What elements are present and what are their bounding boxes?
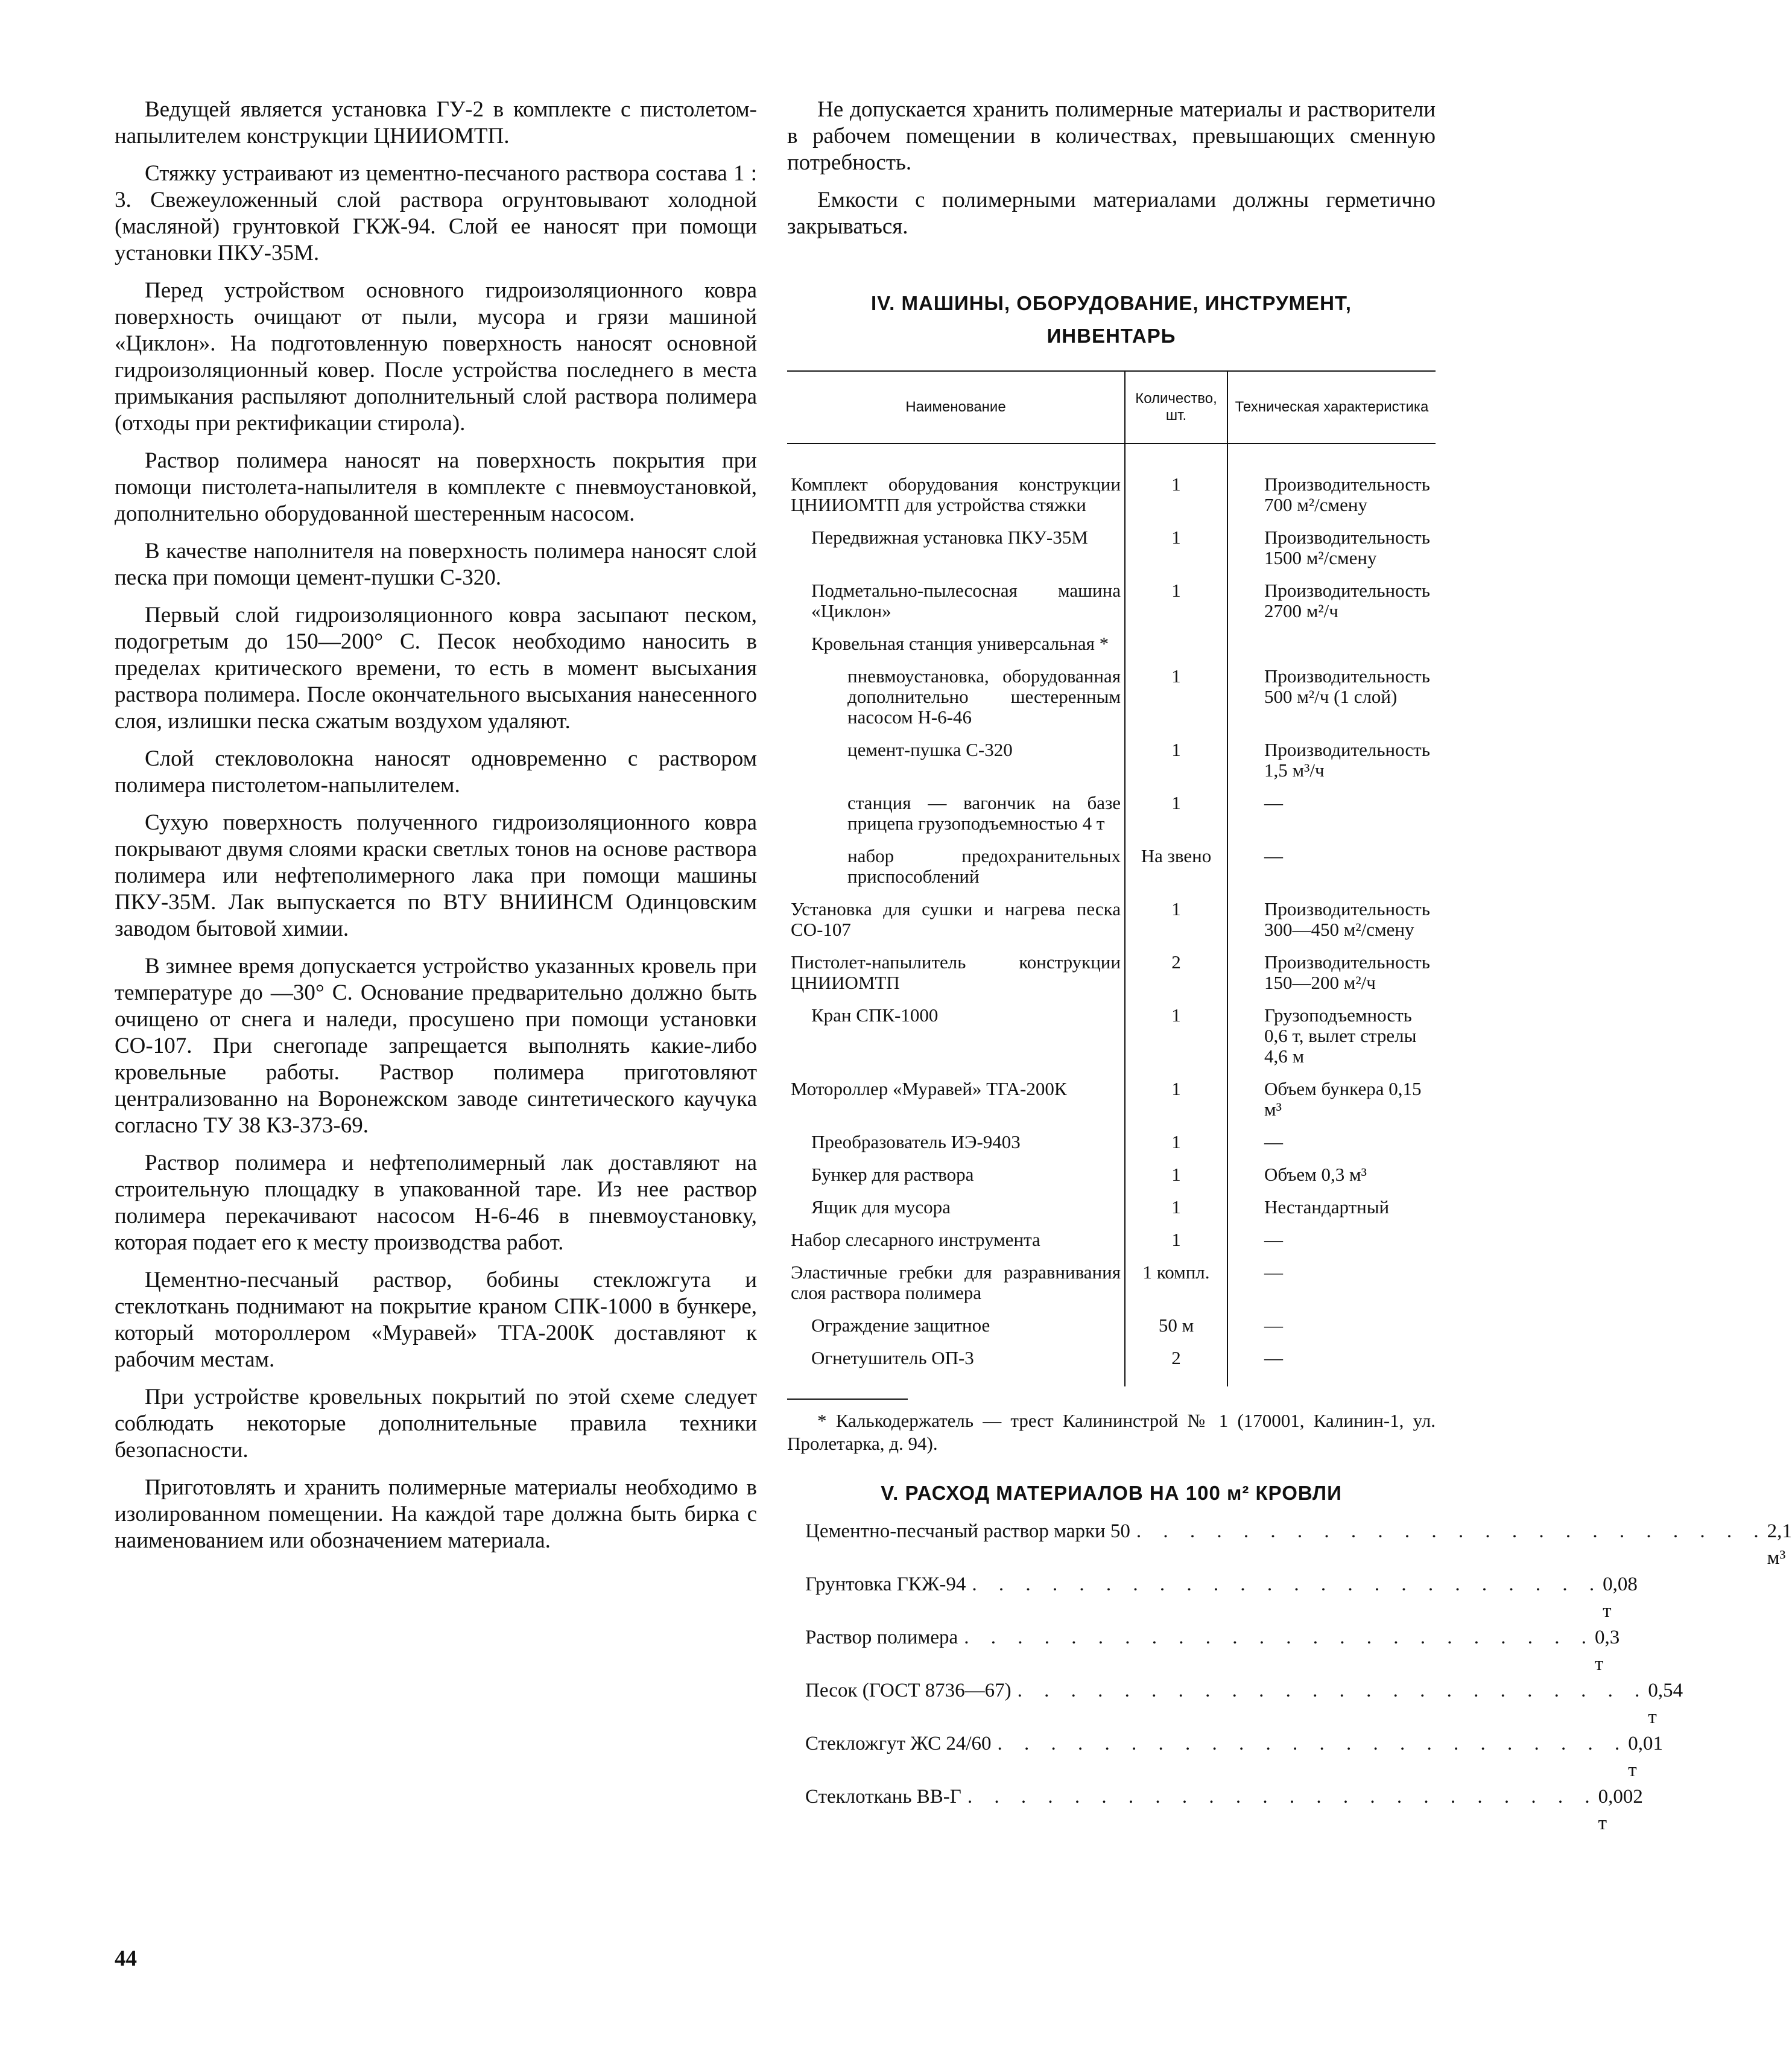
table-cell-qty: 1 <box>1125 734 1227 787</box>
paragraph: Раствор полимера наносят на поверхность покрытия при помощи пистолета-напылителя в комплекте с пневмоустановкой, дополнительно оборудованной шестеренным насосом. <box>115 448 757 526</box>
table-cell-qty: 1 <box>1125 443 1227 521</box>
equipment-table <box>787 370 1436 1386</box>
material-name: Стеклоткань ВВ-Г <box>805 1786 961 1808</box>
table-cell-spec <box>1227 627 1436 660</box>
table-row <box>787 999 1436 1073</box>
table-cell-name: Огнетушитель ОП-3 <box>811 1347 974 1368</box>
material-row <box>787 1783 1643 1837</box>
table-cell-name: цемент-пушка С-320 <box>847 739 1013 760</box>
table-cell-name: Пистолет-напылитель конструкции ЦНИИОМТП <box>791 951 1121 993</box>
material-row <box>787 1677 1683 1730</box>
material-name: Раствор полимера <box>805 1627 958 1648</box>
table-row <box>787 1191 1436 1224</box>
leader-dots: . . . . . . . . . . . . . . . . . . . . . . . . <box>967 1786 1598 1808</box>
left-column <box>115 97 757 1565</box>
table-cell-name: Мотороллер «Муравей» ТГА-200К <box>791 1078 1067 1099</box>
table-cell-name: Комплект оборудования конструкции ЦНИИОМТП для устройства стяжки <box>791 474 1121 515</box>
table-cell-qty <box>1125 627 1227 660</box>
table-cell-name: Бункер для раствора <box>811 1164 974 1185</box>
table-cell-name: Набор слесарного инструмента <box>791 1229 1040 1250</box>
materials-list <box>787 1518 1792 1837</box>
table-cell-spec: Производительность 700 м²/смену <box>1227 443 1436 521</box>
table-row <box>787 1309 1436 1342</box>
table-cell-qty: 1 <box>1125 1073 1227 1126</box>
section-5-title: V. РАСХОД МАТЕРИАЛОВ НА 100 м² КРОВЛИ <box>881 1482 1342 1504</box>
table-cell-qty: 1 <box>1125 999 1227 1073</box>
table-cell-spec: Производительность 1,5 м³/ч <box>1227 734 1436 787</box>
paragraph: Цементно-песчаный раствор, бобины стекложгута и стеклоткань поднимают на покрытие краном СПК-1000 в бункере, который мотороллером «Муравей» ТГА-200К доставляют к рабочим местам. <box>115 1268 757 1372</box>
table-row <box>787 1342 1436 1386</box>
table-cell-qty: 1 <box>1125 1126 1227 1158</box>
table-row <box>787 660 1436 734</box>
table-cell-spec: Объем бункера 0,15 м³ <box>1227 1073 1436 1126</box>
column-header: Количество, шт. <box>1125 371 1227 443</box>
table-cell-spec: — <box>1227 1224 1436 1256</box>
paragraph: Первый слой гидроизоляционного ковра засыпают песком, подогретым до 150—200° С. Песок необходимо наносить в пределах критического времени, то есть в момент высыхания раствора полимера. После окончательного высыхания нанесенного слоя, излишки песка сжатым воздухом удаляют. <box>115 603 757 734</box>
table-row <box>787 840 1436 893</box>
table-cell-qty: 1 <box>1125 787 1227 840</box>
table-cell-qty: 1 <box>1125 1158 1227 1191</box>
column-header: Техническая характеристика <box>1227 371 1436 443</box>
material-value: 0,08 т <box>1603 1573 1638 1622</box>
paragraph: Стяжку устраивают из цементно-песчаного раствора состава 1 : 3. Свежеуложенный слой раствора огрунтовывают холодной (масляной) грунтовкой ГКЖ-94. Слой ее наносят при помощи установки ПКУ-35М. <box>115 161 757 265</box>
paragraph: Емкости с полимерными материалами должны герметично закрываться. <box>787 188 1436 239</box>
paragraph: Раствор полимера и нефтеполимерный лак доставляют на строительную площадку в упакованной таре. Из нее раствор полимера перекачивают насосом Н-6-46 в пневмоустановку, которая подает его к месту производства работ. <box>115 1151 757 1255</box>
material-row <box>787 1730 1664 1783</box>
paragraph: В качестве наполнителя на поверхность полимера наносят слой песка при помощи цемент-пушки С-320. <box>115 539 757 590</box>
table-row <box>787 627 1436 660</box>
table-cell-spec: — <box>1227 1256 1436 1309</box>
material-value: 2,1 м³ <box>1767 1520 1792 1569</box>
table-row <box>787 443 1436 521</box>
leader-dots: . . . . . . . . . . . . . . . . . . . . . . . . <box>997 1733 1629 1754</box>
table-cell-spec: — <box>1227 840 1436 893</box>
table-row <box>787 787 1436 840</box>
table-cell-qty: 1 <box>1125 574 1227 627</box>
table-row <box>787 1256 1436 1309</box>
table-cell-name: Подметально-пылесосная машина «Циклон» <box>811 580 1121 621</box>
table-cell-spec: Производительность 500 м²/ч (1 слой) <box>1227 660 1436 734</box>
paragraph: Ведущей является установка ГУ-2 в комплекте с пистолетом-напылителем конструкции ЦНИИОМТП. <box>115 97 757 148</box>
table-row <box>787 521 1436 574</box>
table-cell-qty: 1 компл. <box>1125 1256 1227 1309</box>
paragraph: Слой стекловолокна наносят одновременно с раствором полимера пистолетом-напылителем. <box>115 746 757 798</box>
table-cell-spec: Грузоподъемность 0,6 т, вылет стрелы 4,6 м <box>1227 999 1436 1073</box>
paragraph: Не допускается хранить полимерные материалы и растворители в рабочем помещении в количествах, превышающих сменную потребность. <box>787 97 1436 175</box>
material-name: Стекложгут ЖС 24/60 <box>805 1733 992 1754</box>
table-row <box>787 574 1436 627</box>
table-cell-name: Кран СПК-1000 <box>811 1005 939 1026</box>
table-row <box>787 1224 1436 1256</box>
material-row <box>787 1518 1792 1571</box>
paragraph: Перед устройством основного гидроизоляционного ковра поверхность очищают от пыли, мусора и грязи машиной «Циклон». На подготовленную поверхность наносят основной гидроизоляционный ковер. После устройства последнего в места примыкания распыляют дополнительный слой раствора полимера (отходы при ректификации стирола). <box>115 278 757 436</box>
table-header-row <box>787 371 1436 443</box>
table-cell-qty: 1 <box>1125 521 1227 574</box>
table-cell-spec: Производительность 2700 м²/ч <box>1227 574 1436 627</box>
table-cell-name: пневмоустановка, оборудованная дополнительно шестеренным насосом Н-6-46 <box>847 665 1121 728</box>
leader-dots: . . . . . . . . . . . . . . . . . . . . . . . . <box>972 1573 1603 1595</box>
table-cell-qty: 50 м <box>1125 1309 1227 1342</box>
material-value: 0,54 т <box>1648 1680 1683 1728</box>
table-cell-name: Передвижная установка ПКУ-35М <box>811 527 1088 548</box>
table-cell-name: станция — вагончик на базе прицепа грузоподъемностью 4 т <box>847 792 1121 834</box>
leader-dots: . . . . . . . . . . . . . . . . . . . . . . . . <box>964 1627 1595 1648</box>
paragraph: Сухую поверхность полученного гидроизоляционного ковра покрывают двумя слоями краски светлых тонов на основе раствора полимера или нефтеполимерного лака при помощи машины ПКУ-35М. Лак выпускается по ВТУ ВНИИНСМ Одинцовским заводом бытовой химии. <box>115 810 757 941</box>
footnote: * Калькодержатель — трест Калининстрой № 1 (170001, Калинин-1, ул. Пролетарка, д. 94). <box>787 1410 1436 1454</box>
table-cell-spec: — <box>1227 1309 1436 1342</box>
table-cell-qty: 1 <box>1125 1191 1227 1224</box>
paragraph: В зимнее время допускается устройство указанных кровель при температуре до —30° С. Основание предварительно должно быть очищено от снега и наледи, просушено при помощи установки СО-107. При снегопаде запрещается выполнять какие-либо кровельные работы. Раствор полимера приготовляют централизованно на Воронежском заводе синтетического каучука согласно ТУ 38 КЗ-373-69. <box>115 954 757 1138</box>
table-row <box>787 946 1436 999</box>
table-body <box>787 443 1436 1386</box>
table-cell-name: Установка для сушки и нагрева песка СО-107 <box>791 898 1121 940</box>
page-number: 44 <box>115 1946 137 1971</box>
material-name: Песок (ГОСТ 8736—67) <box>805 1680 1012 1701</box>
right-column <box>787 97 1792 1837</box>
table-cell-spec: Нестандартный <box>1227 1191 1436 1224</box>
table-cell-qty: 1 <box>1125 893 1227 946</box>
table-cell-spec: — <box>1227 787 1436 840</box>
table-row <box>787 1158 1436 1191</box>
table-cell-qty: На звено <box>1125 840 1227 893</box>
table-cell-name: Эластичные гребки для разравнивания слоя раствора полимера <box>791 1262 1121 1303</box>
paragraph: При устройстве кровельных покрытий по этой схеме следует соблюдать некоторые дополнительные правила техники безопасности. <box>115 1385 757 1462</box>
material-name: Грунтовка ГКЖ-94 <box>805 1573 966 1595</box>
table-cell-qty: 1 <box>1125 1224 1227 1256</box>
table-row <box>787 893 1436 946</box>
material-row <box>787 1571 1638 1624</box>
table-cell-name: Преобразователь ИЭ-9403 <box>811 1131 1021 1152</box>
material-name: Цементно-песчаный раствор марки 50 <box>805 1520 1130 1542</box>
material-value: 0,3 т <box>1594 1627 1620 1675</box>
table-row <box>787 1126 1436 1158</box>
table-cell-spec: — <box>1227 1126 1436 1158</box>
table-row <box>787 734 1436 787</box>
table-cell-spec: Производительность 1500 м²/смену <box>1227 521 1436 574</box>
section-4-title-line2: ИНВЕНТАРЬ <box>1046 325 1176 347</box>
table-cell-spec: Объем 0,3 м³ <box>1227 1158 1436 1191</box>
table-cell-qty: 2 <box>1125 1342 1227 1386</box>
table-cell-spec: Производительность 300—450 м²/смену <box>1227 893 1436 946</box>
table-cell-spec: — <box>1227 1342 1436 1386</box>
table-cell-name: набор предохранительных приспособлений <box>847 845 1121 887</box>
table-cell-spec: Производительность 150—200 м²/ч <box>1227 946 1436 999</box>
table-cell-name: Кровельная станция универсальная * <box>811 633 1109 654</box>
leader-dots: . . . . . . . . . . . . . . . . . . . . . . . . <box>1017 1680 1648 1701</box>
footnote-divider <box>787 1399 908 1400</box>
section-4-title: IV. МАШИНЫ, ОБОРУДОВАНИЕ, ИНСТРУМЕНТ, <box>871 292 1352 314</box>
material-value: 0,002 т <box>1598 1786 1643 1834</box>
table-row <box>787 1073 1436 1126</box>
table-cell-name: Ограждение защитное <box>811 1315 990 1336</box>
table-cell-qty: 1 <box>1125 660 1227 734</box>
table-cell-qty: 2 <box>1125 946 1227 999</box>
material-row <box>787 1624 1620 1677</box>
paragraph: Приготовлять и хранить полимерные материалы необходимо в изолированном помещении. На каждой таре должна быть бирка с наименованием или обозначением материала. <box>115 1475 757 1553</box>
material-value: 0,01 т <box>1628 1733 1664 1781</box>
leader-dots: . . . . . . . . . . . . . . . . . . . . . . . . <box>1136 1520 1767 1542</box>
column-header: Наименование <box>787 371 1125 443</box>
table-cell-name: Ящик для мусора <box>811 1196 951 1218</box>
